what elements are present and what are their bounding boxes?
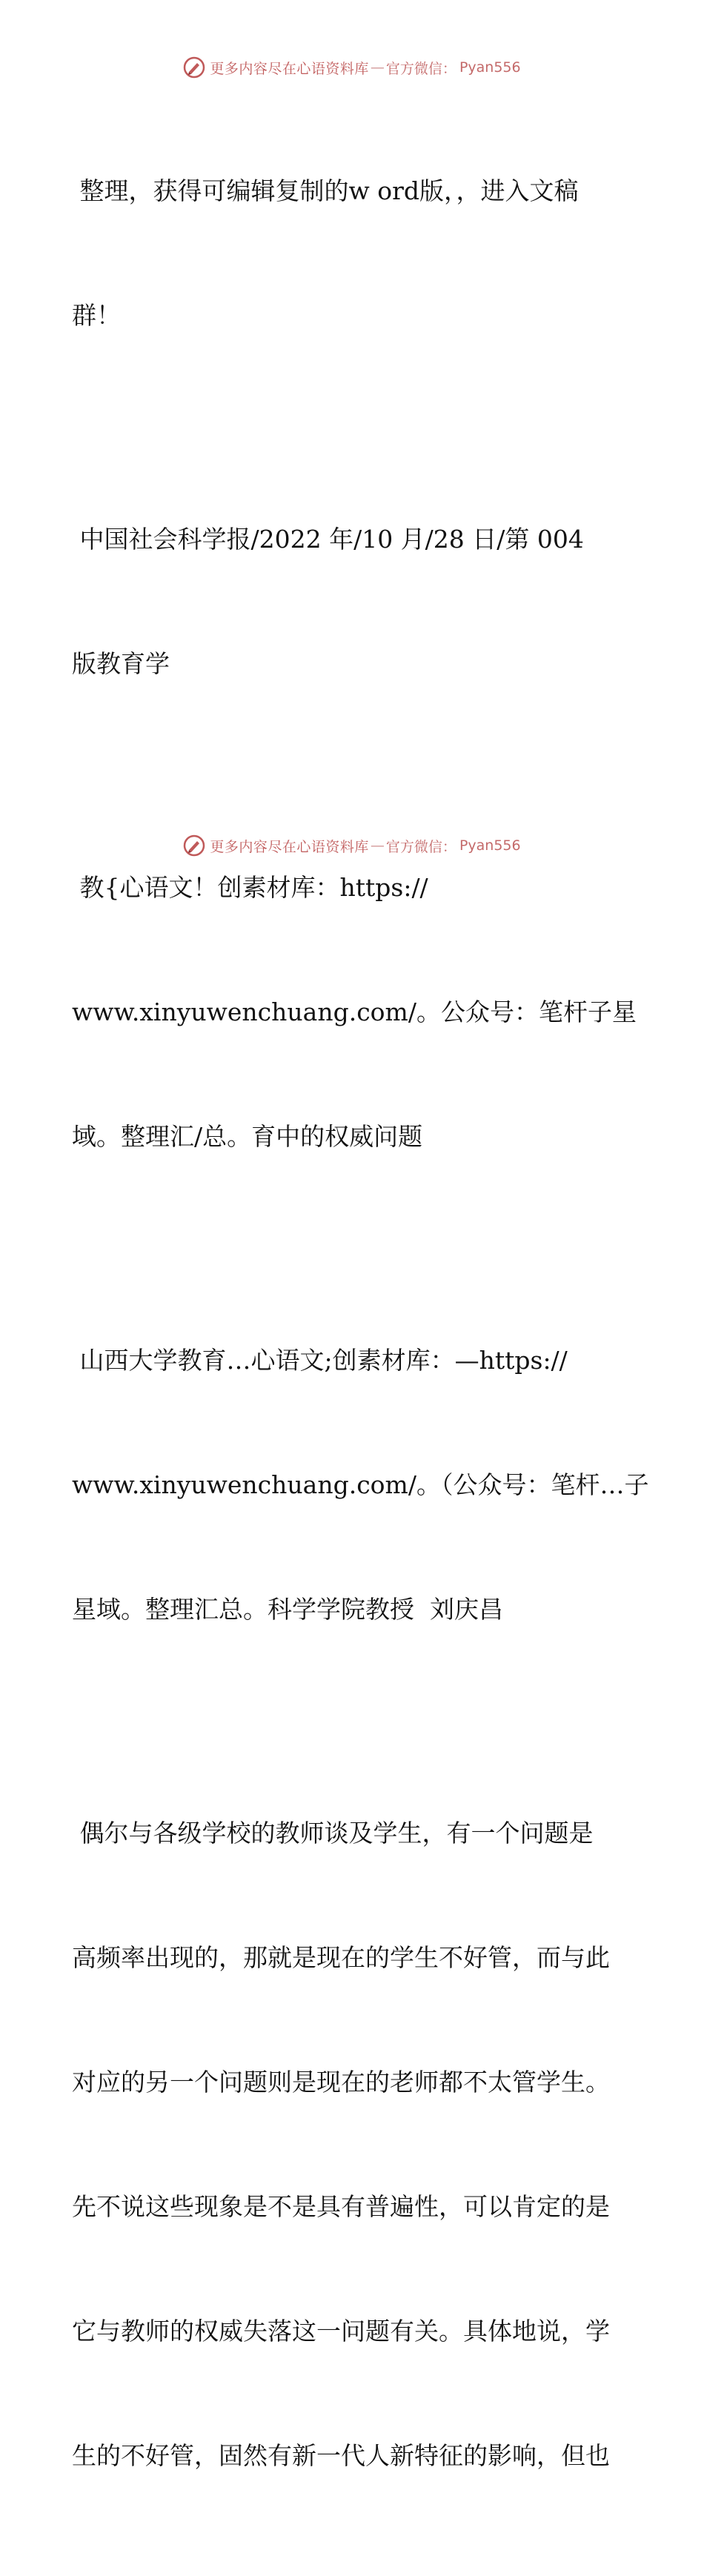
text-line: 先不说这些现象是不是具有普遍性，可以肯定的是 [72, 2192, 610, 2221]
text-line: 教{心语文！创素材库：https:// [72, 873, 428, 902]
text-line: 中国社会科学报/2022 年/10 月/28 日/第 004 [72, 525, 584, 554]
text-line: 高频率出现的，那就是现在的学生不好管，而与此 [72, 1943, 610, 1972]
text-line: www.xinyuwenchuang.com/。公众号：笔杆子星 [72, 997, 637, 1026]
text-line: 对应的另一个问题则是现在的老师都不太管学生。 [72, 2068, 610, 2097]
paragraph-author [72, 1257, 649, 1713]
watermark-official: 官方微信： [385, 838, 456, 855]
text-line: 整理，获得可编辑复制的w ord版，，进入文稿 [72, 176, 579, 205]
text-line: 偶尔与各级学校的教师谈及学生，有一个问题是 [72, 1819, 594, 1848]
paragraph-body [72, 1730, 635, 2560]
text-line: 星域。整理汇总。科学学院教授 刘庆昌 [72, 1595, 503, 1624]
text-line: 生的不好管，固然有新一代人新特征的影响，但也 [72, 2441, 610, 2470]
text-line: 群！ [72, 301, 121, 330]
paragraph-source [72, 436, 635, 768]
text-line: 山西大学教育…心语文;创素材库：—https:// [72, 1346, 568, 1375]
text-line: 域。整理汇/总。育中的权威问题 [72, 1122, 423, 1151]
pen-logo-icon [183, 56, 205, 79]
paragraph-intro [72, 87, 635, 419]
text-line: 版教育学 [72, 649, 170, 678]
watermark-id: Pyan556 [459, 59, 521, 76]
watermark-official: 官方微信： [385, 60, 456, 77]
watermark-text: 更多内容尽在心语资料库 [210, 60, 369, 77]
text-line: www.xinyuwenchuang.com/。（公众号：笔杆…子 [72, 1470, 649, 1499]
text-line: 它与教师的权威失落这一问题有关。具体地说，学 [72, 2317, 610, 2346]
header-watermark [0, 53, 704, 82]
watermark-id: Pyan556 [459, 837, 521, 854]
watermark-text: 更多内容尽在心语资料库 [210, 838, 369, 855]
document-body [72, 87, 649, 2576]
footer-watermark [0, 831, 704, 860]
watermark-dash: — [370, 59, 385, 76]
watermark-dash: — [370, 837, 385, 854]
pen-logo-icon [183, 834, 205, 857]
